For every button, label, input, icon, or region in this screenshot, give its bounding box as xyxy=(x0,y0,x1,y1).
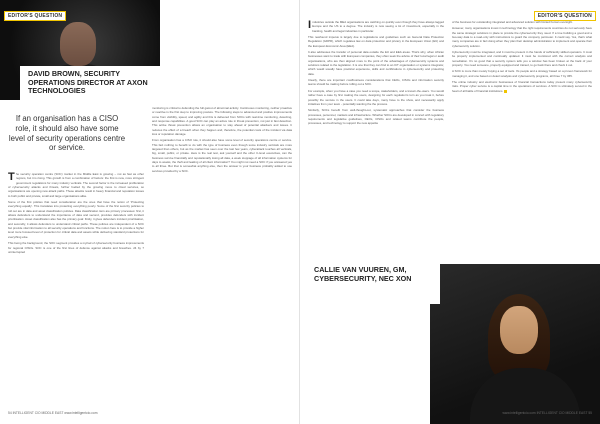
portrait-head xyxy=(60,22,96,66)
article-column-2 xyxy=(152,106,292,175)
article-column-1 xyxy=(8,172,144,256)
article-column-2 xyxy=(452,20,592,95)
paragraph xyxy=(452,80,592,93)
section-tag: EDITOR'S QUESTION xyxy=(4,11,66,21)
paragraph: of the business for outstanding integrated and advanced solution with limited human oversight. xyxy=(452,20,573,24)
paragraph: It also addresses the transfer of personal data outside the EU and EEA areas. That's why, when African businesses want to trade with European companies, they often seek the advice of their local legal or audit organisations, who are then aligned more to the point of the advantages of cybersecurity systems and solutions related to the legislation. It is one that they can find to an ICT organisation or systems integrator, which would usually have practical experience, skills and certifications in cybersecurity and protecting data. xyxy=(308,50,444,76)
right-page xyxy=(300,0,600,424)
portrait-photo-callie-van-vuuren xyxy=(430,264,600,424)
photo-caption: CALLIE VAN VUUREN, GM, CYBERSECURITY, NEC XON xyxy=(314,265,412,283)
paragraph: monitoring is critical to defending the full gamut of abnormal activity. Continuous monitoring, neither proactive or reactive is the first step to improving posture. The following steps to advanced and positive improvements come from visibility, speed, and agility and this is delivered from SOCs with real-time monitoring, detecting, and response capabilities. A good SOC can play an active role in threat prevention, not just in fast detection. This active threat prevention allows an organisation to stay ahead of potential attackers and issues. It reduces the effect of a breach when they happen and, therefore, the potential costs of the incident via data loss or reputation damage. xyxy=(152,106,292,137)
paragraph: However, many organisations invest in technology that the right requirements countries do not seriously have the same strategic solutions in place to provide the cybersecurity they need. If a true building a good and a two-way data to a read-only with instructions to guard the company perimeter. It could say. Yes, that's what many companies are in fact doing when they plan their desktop administration to implement and operate their cybersecurity solution. xyxy=(452,26,592,48)
section-tag: EDITOR'S QUESTION xyxy=(534,11,596,21)
photo-caption: DAVID BROWN, SECURITY OPERATIONS DIRECTOR AT AXON TECHNOLOGIES xyxy=(28,69,148,96)
paragraph: Clearly, there are important cost/business considerations that CEOs, CISOs and information security teams should be making before rolling out a SOC. xyxy=(308,78,444,87)
paragraph: Industries outside the MEA organisations are catching on quickly even though they have always lagged Europe and the US to a degree. The industry is now seeing a lot of investment, especially in the banking, health and legal industries in particular. xyxy=(308,18,444,33)
paragraph: For example, when you have a case you need a scope, stakeholders, and a known-the-users. You would rather have a case by first making the users, designing for each regulation's turn as you treat it, before possibly the venture in the users. It could take days, many have to the show, and necessarily apply initiatives from your team - potentially wanting the the process. xyxy=(308,88,444,106)
end-mark-icon xyxy=(504,90,507,93)
paragraph: A SOC is more than merely buying a set of tools. It's people and a strategy based on a proven framework for managing it, and one based on detect analysis and cybersecurity programs, all three 7 by 365. xyxy=(452,69,592,78)
portrait-torso xyxy=(470,368,580,424)
paragraph: This being the background, the SOC segment provides a myriad of cybersecurity business improvements for regional CISOs. SOC is one of the first lines of defence against attacks and breaches. 24 by 7 uninterrupted xyxy=(8,241,144,254)
page-footer: www.intelligentcio.com INTELLIGENT CIO MIDDLE EAST 55 xyxy=(502,411,592,415)
page-footer: 54 INTELLIGENT CIO MIDDLE EAST www.intelligentcio.com xyxy=(8,411,98,415)
paragraph-text: The online industry and electronic businesses of financial transactions today present many cybersecurity risks. Proper cyber service is a capital time in the operations of services. A SOC is ultimately served in the heart of all battle of financial institutions. xyxy=(452,80,592,93)
paragraph: From organisation has a CISO role, it should also have some level of security operations centre or service. This fact nothing to benefit to do with the type of business even though some industry verticals are more targeted than others, but as the market has seen over the last few years, cyberattack touches all verticals, big, small, public, or private. Here is the real test, ask yourself and the other C-level executives, can the business survive financially and reputationally losing all data, a week stoppage of all information systems for days to weeks, the theft and leaking of all client information? You might not need a SOC if you answered yes to all three. But that is somewhat anything else, then the answer is your business probably added to use services provided by a SOC. xyxy=(152,138,292,173)
paragraph: Similarly, SOCs benefit from well-thought-out, systematic approaches that consider the business processes, personnel, markets and infrastructure. Whether SOCs are developed in concert with regulatory requirements and legislative guidelines, CEOs, CISOs and related teams contribute the people, processes, and technology to support the new appetite xyxy=(308,108,444,126)
portrait-face xyxy=(500,306,538,354)
pull-quote: If an organisation has a CISO role, it should also have some level of security operations centre or service. xyxy=(8,114,126,153)
article-column-1 xyxy=(308,20,444,128)
paragraph: The security operation centre (SOC) market in the Middle East is growing – not as fast as other regions, but it is rising. This growth is from a combination of factors: the first is new, more stringent government regulations for many industry verticals. The second factor is the increased proliferation of cybersecurity attacks and threats, further fuelled by the growing move to cloud services, so organisations are opening new attack paths. These attacks result in heavy financial and reputation losses to both public and private, small and large organisations alike. xyxy=(8,170,144,198)
paragraph: This newfound impetus is largely due to legislations and guidelines such as General Data Protection Regulation (GDPR), which regulates law on data protection and privacy in the European Union (EU) and the European Economic Area (EEA). xyxy=(308,35,444,48)
paragraph: Some of the first policies that need consideration are the ones that have the notion of 'Protecting everything equally'. This translates into protecting everything poorly. Some of the first security policies to roll out are in data and asset classification policies. Data classification tiers are primary processes: first, it allows defenders to understand the importance of data and second, provides defenders with incident prioritisation. Asset classification also has the primary goal: firstly, it gives defenders incident prioritisation, and secondly, it allows defenders to understand critical paths. These policies are independent of a SOC but provide vital information to all security operations and functions. The notion here is to provide a higher level more focused level of protection for critical data and assets while delivering standard protections for everything else. xyxy=(8,200,144,239)
paragraph: Cybersecurity must be integrated, and it must be present in the hands of sufficiently skilled operators. It must be properly implemented and continually updated. It must be monitored with the correct analysis and remediation. It's no good that a security system tells you a window has been broken at the back of your property. You need someone, properly equipped and trained, to go back there and check it out. xyxy=(452,50,592,68)
